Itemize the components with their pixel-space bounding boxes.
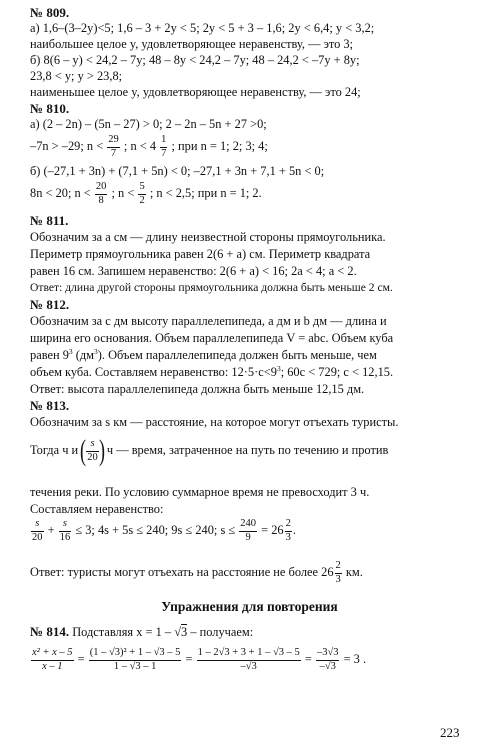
fraction-denominator: –√3 <box>240 660 257 672</box>
fraction-numerator: 5 <box>138 182 145 195</box>
text: 8n < 20; n < <box>30 185 91 200</box>
fraction <box>138 182 145 206</box>
problem-813-line: Составляем неравенство: <box>30 502 164 516</box>
problem-810-title: № 810. <box>30 101 70 116</box>
text: Тогда ч и <box>30 442 79 457</box>
text: . <box>292 522 296 537</box>
text: + <box>47 522 55 537</box>
problem-814-equation <box>30 648 366 672</box>
problem-812-line <box>30 349 377 361</box>
text: = <box>304 651 312 666</box>
text: – получаем: <box>190 625 254 639</box>
fraction-numerator: 20 <box>95 182 108 195</box>
fraction <box>89 648 182 672</box>
problem-810-line: а) (2 – 2n) – (5n – 27) > 0; 2 – 2n – 5n + 27 >0; <box>30 117 267 131</box>
fraction <box>285 519 292 543</box>
text: ; n < <box>111 185 135 200</box>
fraction-numerator: 2 <box>335 561 342 574</box>
fraction-denominator: 20 <box>32 531 43 543</box>
fraction-denominator: 8 <box>98 194 104 206</box>
fraction-denominator: –√3 <box>319 660 336 672</box>
text: ; 60с < 729; с < 12,15. <box>280 365 394 379</box>
problem-809-line: б) 8(6 – y) < 24,2 – 7y; 48 – 8y < 24,2 – 7y; 48 – 24,2 < –7y + 8y; <box>30 53 360 67</box>
problem-813-line: течения реки. По условию суммарное время не превосходит 3 ч. <box>30 485 370 499</box>
problem-812-answer: Ответ: высота параллелепипеда должна быть меньше 12,15 дм. <box>30 382 365 396</box>
problem-813-line: Обозначим за s км — расстояние, на которое могут отъехать туристы. <box>30 415 399 429</box>
fraction-denominator: 16 <box>59 531 71 543</box>
text: равен 9 <box>30 348 69 362</box>
problem-809-line: наибольшее целое y, удовлетворяющее неравенству, — это 3; <box>30 37 354 51</box>
fraction-denominator: 2 <box>139 194 145 206</box>
problem-811-line: равен 16 см. Запишем неравенство: 2(6 + а) < 16; 2а < 4; а < 2. <box>30 264 357 278</box>
problem-809-line: 23,8 < y; y > 23,8; <box>30 69 123 83</box>
text: ч — время, затраченное на путь по течению и против <box>106 442 389 457</box>
fraction-numerator: (1 – √3)² + 1 – √3 – 5 <box>89 648 182 661</box>
fraction-numerator: s <box>31 519 44 532</box>
fraction-numerator: 240 <box>239 519 257 532</box>
fraction <box>335 561 342 585</box>
fraction-denominator: 7 <box>161 147 167 159</box>
fraction-numerator: 2 <box>285 519 292 532</box>
fraction-denominator: 3 <box>335 573 341 585</box>
fraction-numerator: s <box>86 439 99 452</box>
fraction-denominator: x – 1 <box>42 660 63 672</box>
left-paren: ( <box>80 434 87 467</box>
fraction-numerator: –3√3 <box>316 648 340 661</box>
exponent: 3 <box>68 347 73 356</box>
fraction <box>95 182 108 206</box>
section-heading: Упражнения для повторения <box>161 599 338 614</box>
text: км. <box>345 564 363 579</box>
problem-812-line: Обозначим за с дм высоту параллелепипеда, а дм и b дм — длина и <box>30 314 387 328</box>
problem-813-equation <box>30 519 296 543</box>
text: объем куба. Составляем неравенство: 12·5·с<9 <box>30 365 277 379</box>
problem-813-answer <box>30 561 363 585</box>
problem-810-fraction-line <box>30 182 262 206</box>
problem-810-line: б) (–27,1 + 3n) + (7,1 + 5n) < 0; –27,1 + 3n + 7,1 + 5n < 0; <box>30 164 325 178</box>
text: Подставляя x = 1 – <box>72 625 172 639</box>
text: ; при n = 1; 2; 3; 4; <box>171 138 268 153</box>
problem-810-fraction-line <box>30 135 268 159</box>
fraction <box>86 439 99 463</box>
text: ≤ 3; 4s + 5s ≤ 240; 9s ≤ 240; s ≤ <box>75 522 236 537</box>
fraction-denominator: 1 – √3 – 1 <box>113 660 157 672</box>
text: ; n < 2,5; при n = 1; 2. <box>149 185 262 200</box>
text: = 3 . <box>343 651 367 666</box>
fraction <box>31 648 74 672</box>
sqrt-sign: √ <box>174 625 181 639</box>
problem-813-title: № 813. <box>30 398 70 413</box>
problem-809-line: наименьшее целое y, удовлетворяющее неравенству, — это 24; <box>30 85 361 99</box>
fraction-denominator: 7 <box>110 147 117 159</box>
fraction-numerator: s <box>59 519 72 532</box>
problem-814-intro <box>30 625 253 638</box>
problem-812-line: ширина его основания. Объем параллелепипеда V = abc. Объем куба <box>30 331 394 345</box>
fraction-denominator: 9 <box>245 531 251 543</box>
right-paren: ) <box>98 434 105 467</box>
problem-811-line: Периметр прямоугольника равен 2(6 + а) см. Периметр квадрата <box>30 247 371 261</box>
text: ). Объем параллелепипеда должен быть меньше, чем <box>97 348 377 362</box>
problem-809-line: а) 1,6–(3–2y)<5; 1,6 – 3 + 2y < 5; 2y < 5 + 3 – 1,6; 2y < 6,4; y < 3,2; <box>30 21 375 35</box>
fraction <box>316 648 340 672</box>
problem-814-title: № 814. <box>30 624 70 639</box>
text: –7n > –29; n < <box>30 138 104 153</box>
problem-811-line: Обозначим за а см — длину неизвестной стороны прямоугольника. <box>30 230 386 244</box>
radicand: 3 <box>181 625 188 639</box>
problem-813-fraction-line <box>30 436 388 466</box>
problem-812-line <box>30 366 393 378</box>
problem-809-title: № 809. <box>30 5 70 20</box>
text: ; n < 4 <box>123 138 157 153</box>
page-number: 223 <box>440 725 460 740</box>
exponent: 3 <box>276 364 281 373</box>
text: = <box>77 651 85 666</box>
fraction-denominator: 20 <box>87 451 98 463</box>
problem-811-answer: Ответ: длина другой стороны прямоугольника должна быть меньше 2 см. <box>30 281 393 294</box>
text: = <box>185 651 193 666</box>
fraction-denominator: 3 <box>285 531 291 543</box>
problem-812-title: № 812. <box>30 297 70 312</box>
fraction <box>107 135 120 159</box>
fraction <box>239 519 257 543</box>
text: Ответ: туристы могут отъехать на расстояние не более 26 <box>30 564 334 579</box>
text: (дм <box>72 348 95 362</box>
fraction <box>197 648 301 672</box>
exponent: 3 <box>94 347 98 356</box>
fraction <box>160 135 167 159</box>
fraction <box>31 519 44 543</box>
fraction-numerator: 1 – 2√3 + 3 + 1 – √3 – 5 <box>197 648 301 661</box>
problem-811-title: № 811. <box>30 213 69 228</box>
fraction-numerator: 1 <box>160 135 167 148</box>
fraction <box>59 519 72 543</box>
fraction-numerator: x² + x – 5 <box>31 648 74 661</box>
text: = 26 <box>261 522 284 537</box>
fraction-numerator: 29 <box>107 135 120 148</box>
